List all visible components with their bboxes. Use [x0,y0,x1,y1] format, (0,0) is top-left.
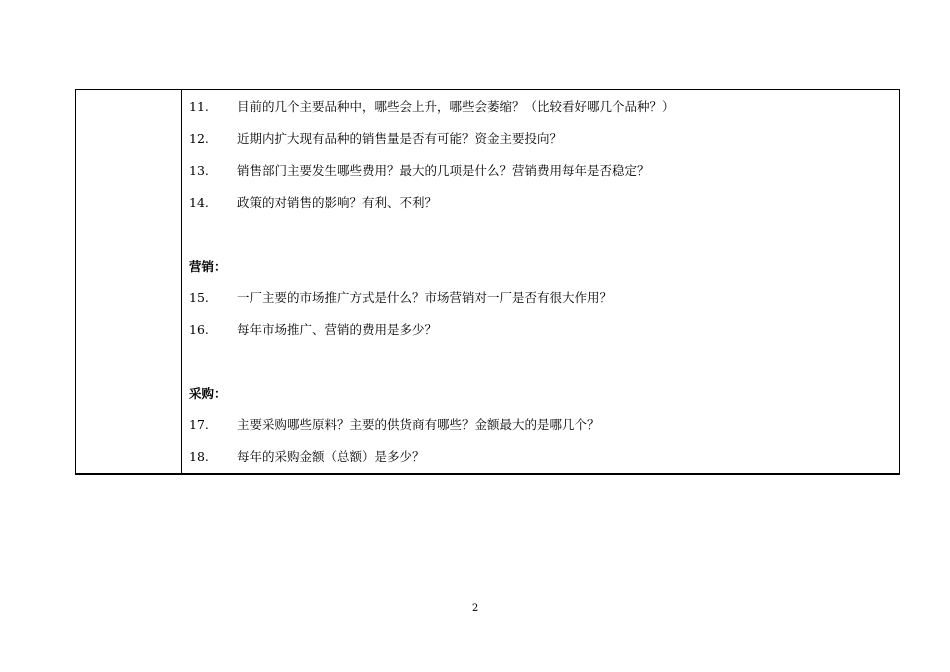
question-item-16 [189,320,437,340]
question-number: 13. [189,163,209,178]
question-text: 每年市场推广、营销的费用是多少？ [237,322,438,337]
table-right-cell [182,90,899,473]
question-item-12 [189,129,562,149]
question-text: 主要采购哪些原料？主要的供货商有哪些？金额最大的是哪几个？ [237,417,600,432]
section-heading-marketing: 营销： [189,259,227,274]
section-heading-procurement: 采购： [189,386,227,401]
question-number: 17. [189,417,209,432]
question-item-14 [189,193,437,213]
question-text: 每年的采购金额（总额）是多少？ [237,449,425,464]
question-number: 11. [189,99,209,114]
question-item-18 [189,447,425,467]
table-left-cell [76,90,182,473]
question-text: 一厂主要的市场推广方式是什么？市场营销对一厂是否有很大作用？ [237,290,613,305]
question-text: 政策的对销售的影响？有利、不利？ [237,195,438,210]
question-text: 销售部门主要发生哪些费用？最大的几项是什么？营销费用每年是否稳定？ [237,163,650,178]
question-item-15 [189,288,612,308]
question-number: 18. [189,449,209,464]
question-number: 12. [189,131,209,146]
question-text: 近期内扩大现有品种的销售量是否有可能？资金主要投向？ [237,131,563,146]
question-number: 15. [189,290,209,305]
question-item-11 [189,97,675,117]
page-number: 2 [471,603,479,614]
question-text: 目前的几个主要品种中，哪些会上升，哪些会萎缩？（比较看好哪几个品种？） [237,99,675,114]
question-number: 16. [189,322,209,337]
question-item-13 [189,161,650,181]
question-table [75,89,900,475]
question-number: 14. [189,195,209,210]
question-item-17 [189,415,600,435]
